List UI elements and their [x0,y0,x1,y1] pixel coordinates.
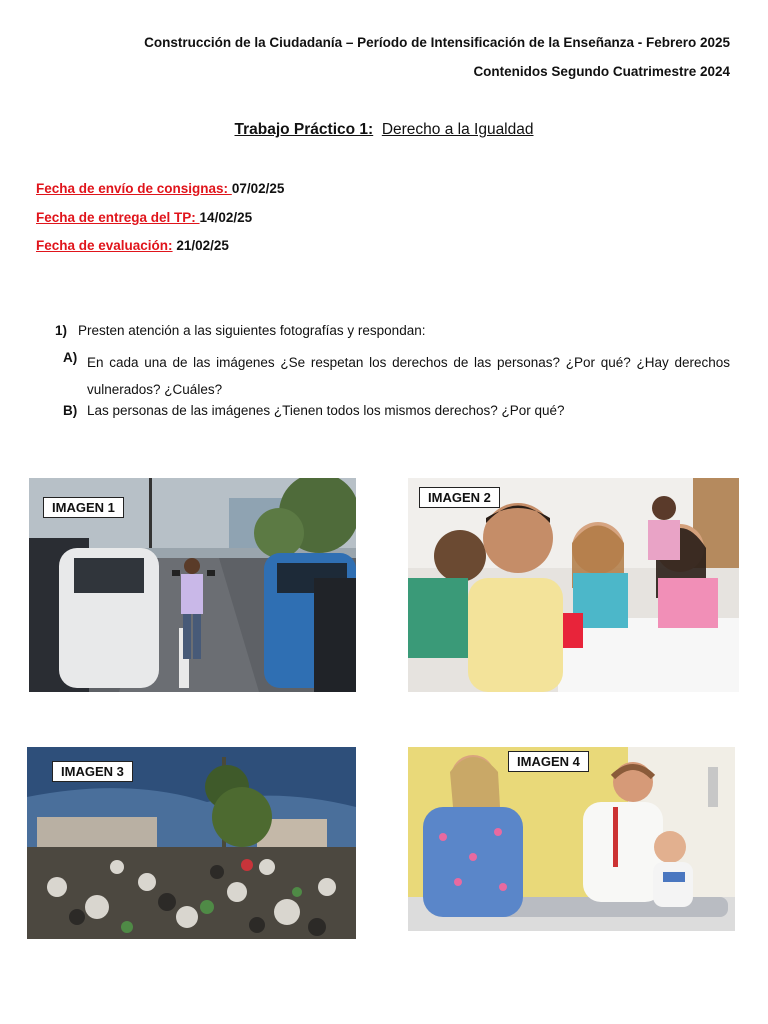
title-subject: Derecho a la Igualdad [381,121,534,138]
classroom-image [408,478,739,692]
question-number: 1) [55,323,68,338]
header-course-line: Construcción de la Ciudadanía – Período de Intensificación de la Enseñanza - Febrero 2025 [144,35,730,50]
item-a-text: En cada una de las imágenes ¿Se respetan los derechos de las personas? ¿Por qué? ¿Hay derechos vulnerados? ¿Cuáles? [87,355,730,397]
date-delivery-value: 14/02/25 [199,210,253,225]
photo-2 [408,478,739,692]
date-evaluation [36,238,229,253]
item-b-letter: B) [63,403,78,418]
date-send [36,181,284,196]
image-2-label: IMAGEN 2 [419,487,500,508]
date-delivery-label: Fecha de entrega del TP: [36,210,200,225]
photo-4 [408,747,735,931]
header-contents-line: Contenidos Segundo Cuatrimestre 2024 [473,64,730,79]
date-send-label: Fecha de envío de consignas: [36,181,232,196]
date-evaluation-value: 21/02/25 [176,238,229,253]
image-3-label: IMAGEN 3 [52,761,133,782]
item-a-letter: A) [63,350,78,365]
title-prefix: Trabajo Práctico 1: [234,121,374,138]
image-1-label: IMAGEN 1 [43,497,124,518]
page-title [0,121,768,139]
item-b-text: Las personas de las imágenes ¿Tienen todos los mismos derechos? ¿Por qué? [87,403,565,418]
date-evaluation-label: Fecha de evaluación: [36,238,173,253]
hospital-doctor-image [408,747,735,931]
date-delivery [36,210,252,225]
date-send-value: 07/02/25 [231,181,285,196]
question-text: Presten atención a las siguientes fotografías y respondan: [78,323,426,338]
image-4-label: IMAGEN 4 [508,751,589,772]
